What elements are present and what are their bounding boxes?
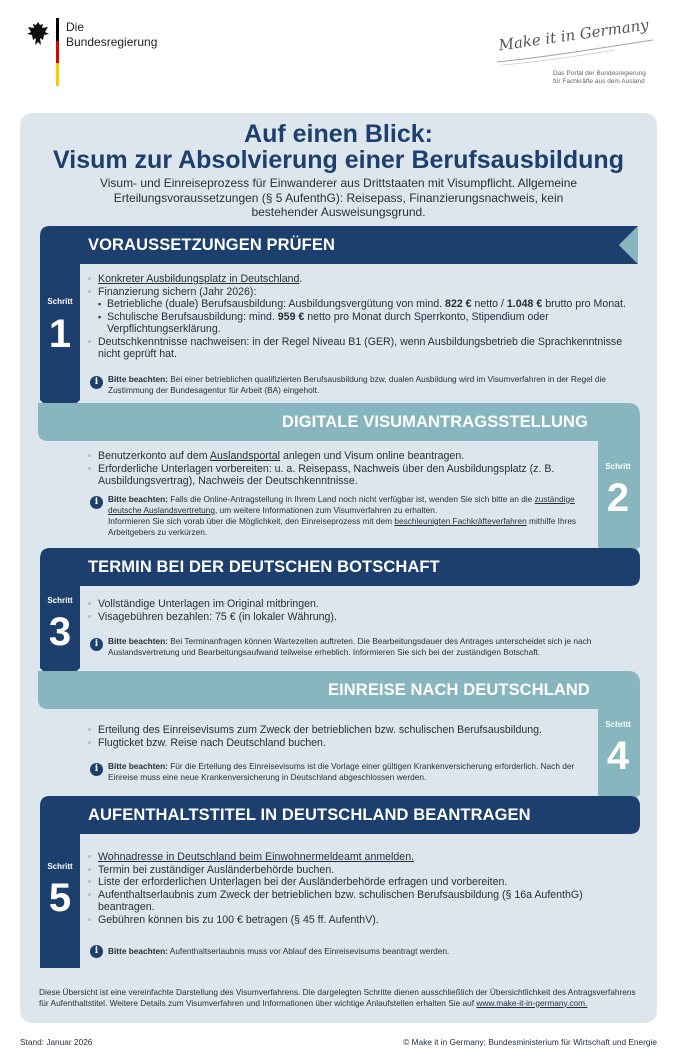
auslandsvertretung-link[interactable]: zuständige deutsche Auslandsvertretung [108,494,575,515]
step3-label: Schritt [47,596,73,605]
list-item: ◦ Flugticket bzw. Reise nach Deutschland buchen. [88,737,588,750]
step2-note: Bitte beachten: Falls die Online-Antragstellung in Ihrem Land noch nicht verfügbar ist, wenden Sie sich bitte an die zuständige deutsche Auslandsvertretung, um weitere Informationen zum Visumverfahren zu erhalten. Informieren Sie sich vorab über die Möglichkeit, den Einreiseprozess mit dem beschleunigten Fachkräfteverfahren mithilfe Ihres Arbeitgebers zu verkürzen. [108,494,577,537]
step5-note: Bitte beachten: Aufenthaltserlaubnis muss vor Ablauf des Einreisevisums beantragt werden. [108,946,450,956]
step1-number: 1 [48,312,72,356]
footer-stand: Stand: Januar 2026 [20,1037,93,1047]
list-item: ◦ Termin bei zuständiger Ausländerbehörde buchen. [88,864,628,877]
step5-content [88,851,628,926]
list-item: ◦ Gebühren können bis zu 100 € betragen (§ 45 ff. AufenthV). [88,914,628,927]
step3-heading: TERMIN BEI DER DEUTSCHEN BOTSCHAFT [88,558,440,576]
step1-note: Bitte beachten: Bei einer betrieblichen qualifizierten Berufsausbildung bzw. dualen Ausbildung wird im Visumverfahren in der Regel die Zustimmung der Bundesagentur für Arbeit (BA) eingeholt. [108,374,606,395]
step2-content [88,450,588,488]
list-item: ◦ Erforderliche Unterlagen vorbereiten: u. a. Reisepass, Nachweis über den Ausbildungsplatz (z. B. Ausbildungsvertrag), Nachweis der Deutschkenntnisse. [88,463,588,488]
list-item[interactable]: ◦ Konkreter Ausbildungsplatz in Deutschland. [88,273,640,286]
portal-logo-subtitle: Das Portal der Bundesregierung für Fachkräfte aus dem Ausland [553,70,646,85]
step1-content [88,273,640,361]
step2-label: Schritt [605,462,631,471]
step5-label: Schritt [47,862,73,871]
list-item: ▪ Betriebliche (duale) Berufsausbildung: Ausbildungsvergütung von mind. 822 € netto / 1.048 € brutto pro Monat. [88,298,640,311]
step3-number: 3 [48,610,72,654]
list-item: ◦ Vollständige Unterlagen im Original mitbringen. [88,598,628,611]
step5-number: 5 [48,876,72,920]
info-icon: i [90,496,103,509]
disclaimer: Diese Übersicht ist eine vereinfachte Darstellung des Visumverfahrens. Die dargelegten Schritte dienen ausschließlich der Übersichtlichkeit des Antragsverfahrens für Aufenthaltstitel. Weitere Details zum Visumverfahren und Informationen über wichtige Anlaufstellen erhalten Sie auf www.make-it-in-germany.com. [39,987,636,1008]
list-item: ◦ Finanzierung sichern (Jahr 2026): [88,286,640,299]
list-item: ◦ Deutschkenntnisse nachweisen: in der Regel Niveau B1 (GER), wenn Ausbildungsbetrieb die Sprachkenntnisse nicht geprüft hat. [88,336,640,361]
step4-label: Schritt [605,720,631,729]
list-item: ◦ Aufenthaltserlaubnis zum Zweck der betrieblichen bzw. schulischen Berufsausbildung (§ 16a AufenthG) beantragen. [88,889,628,914]
list-item: ▪ Schulische Berufsausbildung: mind. 959 € netto pro Monat durch Sperrkonto, Stipendium oder Verpflichtungserklärung. [88,311,640,336]
page-title-line1: Auf einen Blick: [244,120,433,148]
step4-heading: EINREISE NACH DEUTSCHLAND [328,681,590,699]
step4-content [88,724,588,749]
list-item: ◦ Visagebühren bezahlen: 75 € (in lokaler Währung). [88,611,628,624]
step5-heading: AUFENTHALTSTITEL IN DEUTSCHLAND BEANTRAGEN [88,806,531,824]
step2-number: 2 [606,476,630,520]
list-item[interactable]: ◦ Wohnadresse in Deutschland beim Einwohnermeldeamt anmelden. [88,851,628,864]
info-icon: i [90,945,103,958]
step4-number: 4 [606,734,630,778]
step1-heading: VORAUSSETZUNGEN PRÜFEN [88,236,335,254]
intro-text: Visum- und Einreiseprozess für Einwanderer aus Drittstaaten mit Visumpflicht. Allgemeine Erteilungsvoraussetzungen (§ 5 AufenthG): Reisepass, Finanzierungsnachweis, kein bestehender Ausweisungsgrund. [99,176,578,219]
step1-label: Schritt [47,297,73,306]
make-it-in-germany-link[interactable]: www.make-it-in-germany.com. [476,997,588,1008]
step3-content [88,598,628,623]
auslandsportal-link[interactable]: Auslandsportal [209,450,280,462]
footer-copyright: © Make it in Germany; Bundesministerium für Wirtschaft und Energie [403,1037,657,1047]
step2-heading: DIGITALE VISUMANTRAGSSTELLUNG [282,413,589,431]
fachkraefteverfahren-link[interactable]: beschleunigten Fachkräfteverfahren [394,516,527,526]
step3-note: Bitte beachten: Bei Terminanfragen können Wartezeiten auftreten. Die Bearbeitungsdauer des Antrages unterscheidet sich je nach Auslandsvertretung und Bearbeitungsaufwand teilweise erheblich. Informieren Sie sich bei der zuständigen Botschaft. [108,636,592,657]
list-item: ◦ Liste der erforderlichen Unterlagen bei der Ausländerbehörde erfragen und vorbereiten. [88,876,628,889]
step4-note: Bitte beachten: Für die Erteilung des Einreisevisums ist die Vorlage einer gültigen Krankenversicherung erforderlich. Nach der Einreise muss eine neue Krankenversicherung in Deutschland abgeschlossen werden. [108,761,575,782]
info-icon: i [90,376,103,389]
list-item: ◦ Erteilung des Einreisevisums zum Zweck der betrieblichen bzw. schulischen Berufsausbildung. [88,724,588,737]
government-logo-text[interactable]: Die Bundesregierung [66,20,158,49]
info-icon: i [90,638,103,651]
portal-logo[interactable]: Make it in Germany [497,15,650,55]
list-item: ◦ Benutzerkonto auf dem Auslandsportal anlegen und Visum online beantragen. [88,450,588,463]
info-icon: i [90,763,103,776]
page-title-line2: Visum zur Absolvierung einer Berufsausbildung [53,146,624,174]
